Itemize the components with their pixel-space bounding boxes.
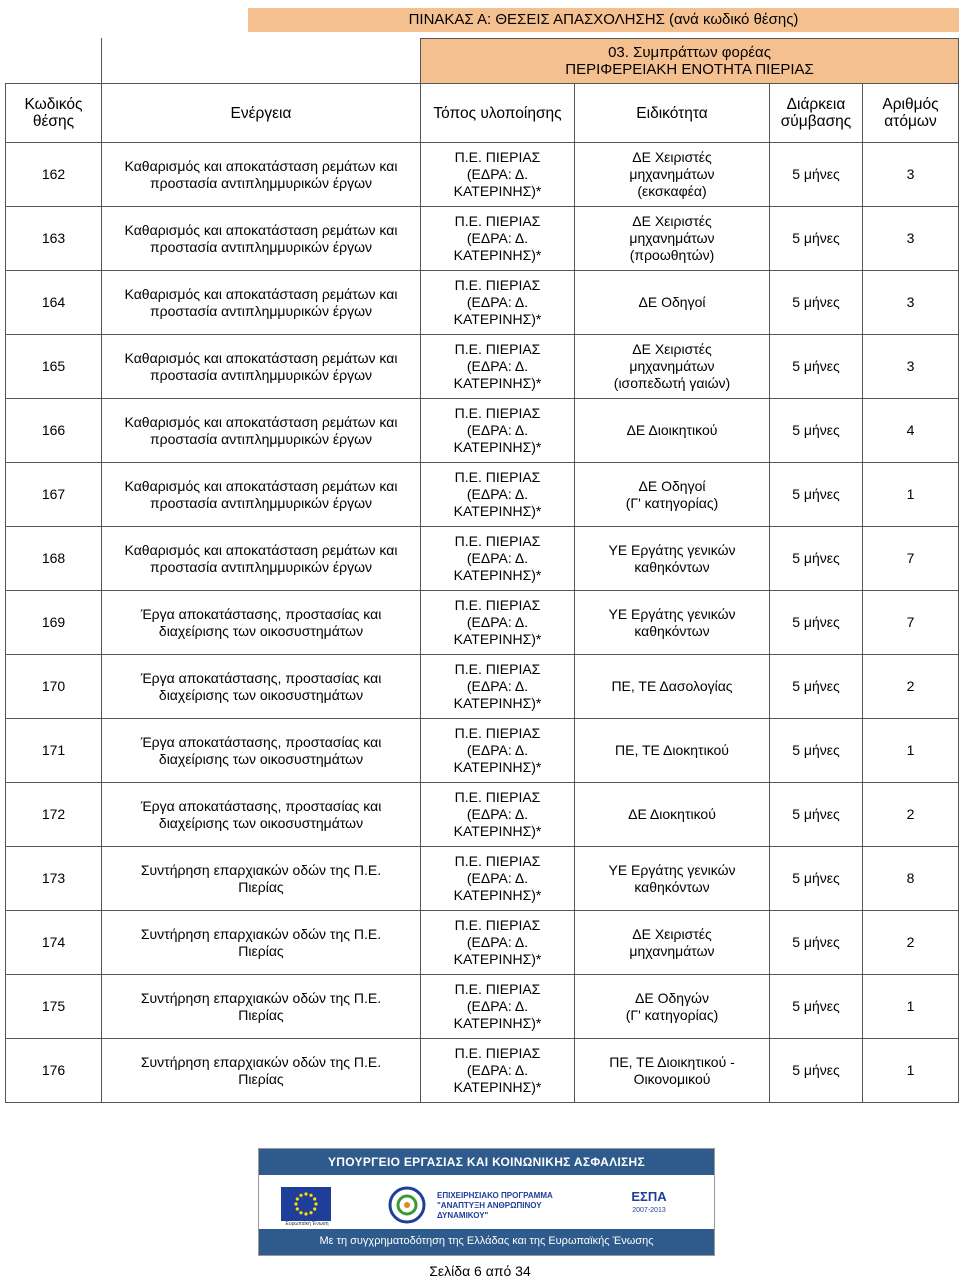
cofunding-text: Με τη συγχρηματοδότηση της Ελλάδας και της Ευρωπαϊκής Ένωσης xyxy=(319,1235,654,1247)
row-action: Συντήρηση επαρχιακών οδών της Π.Ε. Πιερίας xyxy=(102,1039,421,1103)
row-location: Π.Ε. ΠΙΕΡΙΑΣ (ΕΔΡΑ: Δ. ΚΑΤΕΡΙΝΗΣ)* xyxy=(421,719,575,783)
row-duration: 5 μήνες xyxy=(770,975,863,1039)
row-code: 167 xyxy=(6,463,102,527)
row-code: 169 xyxy=(6,591,102,655)
row-location: Π.Ε. ΠΙΕΡΙΑΣ (ΕΔΡΑ: Δ. ΚΑΤΕΡΙΝΗΣ)* xyxy=(421,1039,575,1103)
header-row xyxy=(6,84,959,143)
banner-top xyxy=(259,1149,714,1175)
row-code: 164 xyxy=(6,271,102,335)
eu-stars-icon xyxy=(281,1187,331,1221)
row-location: Π.Ε. ΠΙΕΡΙΑΣ (ΕΔΡΑ: Δ. ΚΑΤΕΡΙΝΗΣ)* xyxy=(421,463,575,527)
row-location: Π.Ε. ΠΙΕΡΙΑΣ (ΕΔΡΑ: Δ. ΚΑΤΕΡΙΝΗΣ)* xyxy=(421,207,575,271)
row-count: 1 xyxy=(863,1039,959,1103)
row-action: Καθαρισμός και αποκατάσταση ρεμάτων και προστασία αντιπλημμυρικών έργων xyxy=(102,335,421,399)
row-code: 165 xyxy=(6,335,102,399)
row-action: Έργα αποκατάστασης, προστασίας και διαχείρισης των οικοσυστημάτων xyxy=(102,719,421,783)
row-location: Π.Ε. ΠΙΕΡΙΑΣ (ΕΔΡΑ: Δ. ΚΑΤΕΡΙΝΗΣ)* xyxy=(421,911,575,975)
row-duration: 5 μήνες xyxy=(770,783,863,847)
row-code: 166 xyxy=(6,399,102,463)
row-location: Π.Ε. ΠΙΕΡΙΑΣ (ΕΔΡΑ: Δ. ΚΑΤΕΡΙΝΗΣ)* xyxy=(421,527,575,591)
row-specialty: ΔΕ Οδηγοί xyxy=(575,271,770,335)
row-count: 1 xyxy=(863,463,959,527)
header-duration: Διάρκεια σύμβασης xyxy=(770,84,863,143)
row-duration: 5 μήνες xyxy=(770,399,863,463)
row-duration: 5 μήνες xyxy=(770,463,863,527)
row-count: 1 xyxy=(863,719,959,783)
table-row xyxy=(6,143,959,207)
banner-bottom xyxy=(259,1229,714,1255)
row-duration: 5 μήνες xyxy=(770,527,863,591)
row-location: Π.Ε. ΠΙΕΡΙΑΣ (ΕΔΡΑ: Δ. ΚΑΤΕΡΙΝΗΣ)* xyxy=(421,783,575,847)
eu-label: Ευρωπαϊκή Ένωση xyxy=(285,1221,329,1227)
row-action: Καθαρισμός και αποκατάσταση ρεμάτων και προστασία αντιπλημμυρικών έργων xyxy=(102,207,421,271)
rows-body xyxy=(6,143,959,1103)
page-number: Σελίδα 6 από 34 xyxy=(429,1263,531,1279)
table-row xyxy=(6,591,959,655)
row-specialty: ΠΕ, ΤΕ Διοκητικού xyxy=(575,719,770,783)
row-code: 170 xyxy=(6,655,102,719)
table-row xyxy=(6,207,959,271)
table-row xyxy=(6,655,959,719)
organization-row xyxy=(6,39,959,84)
table-row xyxy=(6,719,959,783)
row-action: Συντήρηση επαρχιακών οδών της Π.Ε. Πιερίας xyxy=(102,847,421,911)
row-count: 2 xyxy=(863,783,959,847)
row-specialty: ΥΕ Εργάτης γενικών καθηκόντων xyxy=(575,527,770,591)
row-duration: 5 μήνες xyxy=(770,1039,863,1103)
row-specialty: ΔΕ Χειριστές μηχανημάτων (εκσκαφέα) xyxy=(575,143,770,207)
row-duration: 5 μήνες xyxy=(770,655,863,719)
organization-cell xyxy=(421,39,959,84)
row-location: Π.Ε. ΠΙΕΡΙΑΣ (ΕΔΡΑ: Δ. ΚΑΤΕΡΙΝΗΣ)* xyxy=(421,655,575,719)
row-code: 172 xyxy=(6,783,102,847)
espa-logo: ΕΣΠΑ xyxy=(631,1189,667,1204)
row-specialty: ΔΕ Οδηγοί (Γ' κατηγορίας) xyxy=(575,463,770,527)
row-specialty: ΥΕ Εργάτης γενικών καθηκόντων xyxy=(575,591,770,655)
row-specialty: ΔΕ Οδηγών (Γ' κατηγορίας) xyxy=(575,975,770,1039)
table-row xyxy=(6,783,959,847)
row-location: Π.Ε. ΠΙΕΡΙΑΣ (ΕΔΡΑ: Δ. ΚΑΤΕΡΙΝΗΣ)* xyxy=(421,975,575,1039)
row-count: 2 xyxy=(863,911,959,975)
table-row xyxy=(6,335,959,399)
row-count: 7 xyxy=(863,527,959,591)
row-action: Έργα αποκατάστασης, προστασίας και διαχείρισης των οικοσυστημάτων xyxy=(102,591,421,655)
row-count: 1 xyxy=(863,975,959,1039)
row-action: Συντήρηση επαρχιακών οδών της Π.Ε. Πιερίας xyxy=(102,975,421,1039)
row-code: 162 xyxy=(6,143,102,207)
row-code: 168 xyxy=(6,527,102,591)
row-count: 8 xyxy=(863,847,959,911)
row-code: 173 xyxy=(6,847,102,911)
row-code: 176 xyxy=(6,1039,102,1103)
header-count: Αριθμός ατόμων xyxy=(863,84,959,143)
row-location: Π.Ε. ΠΙΕΡΙΑΣ (ΕΔΡΑ: Δ. ΚΑΤΕΡΙΝΗΣ)* xyxy=(421,335,575,399)
row-specialty: ΠΕ, ΤΕ Διοικητικού - Οικονομικού xyxy=(575,1039,770,1103)
organization-line1: 03. Συμπράττων φορέας xyxy=(608,44,771,61)
row-duration: 5 μήνες xyxy=(770,335,863,399)
header-code: Κωδικός θέσης xyxy=(6,84,102,143)
title-bar xyxy=(248,8,959,32)
footer-banner xyxy=(258,1148,715,1256)
table-row xyxy=(6,399,959,463)
table-row xyxy=(6,847,959,911)
header-action: Ενέργεια xyxy=(102,84,421,143)
row-duration: 5 μήνες xyxy=(770,847,863,911)
row-location: Π.Ε. ΠΙΕΡΙΑΣ (ΕΔΡΑ: Δ. ΚΑΤΕΡΙΝΗΣ)* xyxy=(421,847,575,911)
row-specialty: ΔΕ Χειριστές μηχανημάτων (προωθητών) xyxy=(575,207,770,271)
row-action: Καθαρισμός και αποκατάσταση ρεμάτων και προστασία αντιπλημμυρικών έργων xyxy=(102,143,421,207)
row-code: 175 xyxy=(6,975,102,1039)
organization-line2: ΠΕΡΙΦΕΡΕΙΑΚΗ ΕΝΟΤΗΤΑ ΠΙΕΡΙΑΣ xyxy=(565,61,814,78)
positions-table xyxy=(5,38,959,1103)
row-count: 2 xyxy=(863,655,959,719)
header-specialty: Ειδικότητα xyxy=(575,84,770,143)
espa-years: 2007-2013 xyxy=(632,1207,666,1214)
page-title: ΠΙΝΑΚΑΣ Α: ΘΕΣΕΙΣ ΑΠΑΣΧΟΛΗΣΗΣ (ανά κωδικό θέσης) xyxy=(408,11,799,28)
row-code: 163 xyxy=(6,207,102,271)
row-location: Π.Ε. ΠΙΕΡΙΑΣ (ΕΔΡΑ: Δ. ΚΑΤΕΡΙΝΗΣ)* xyxy=(421,591,575,655)
row-count: 4 xyxy=(863,399,959,463)
row-code: 174 xyxy=(6,911,102,975)
table-row xyxy=(6,527,959,591)
row-count: 7 xyxy=(863,591,959,655)
row-action: Έργα αποκατάστασης, προστασίας και διαχείρισης των οικοσυστημάτων xyxy=(102,655,421,719)
row-duration: 5 μήνες xyxy=(770,911,863,975)
row-specialty: ΔΕ Διοκητικού xyxy=(575,783,770,847)
row-specialty: ΔΕ Διοικητικού xyxy=(575,399,770,463)
row-count: 3 xyxy=(863,271,959,335)
row-location: Π.Ε. ΠΙΕΡΙΑΣ (ΕΔΡΑ: Δ. ΚΑΤΕΡΙΝΗΣ)* xyxy=(421,271,575,335)
row-duration: 5 μήνες xyxy=(770,207,863,271)
row-action: Καθαρισμός και αποκατάσταση ρεμάτων και προστασία αντιπλημμυρικών έργων xyxy=(102,527,421,591)
row-code: 171 xyxy=(6,719,102,783)
ministry-text: ΥΠΟΥΡΓΕΙΟ ΕΡΓΑΣΙΑΣ ΚΑΙ ΚΟΙΝΩΝΙΚΗΣ ΑΣΦΑΛΙΣΗΣ xyxy=(327,1155,646,1169)
row-count: 3 xyxy=(863,143,959,207)
programme-text: ΕΠΙΧΕΙΡΗΣΙΑΚΟ ΠΡΟΓΡΑΜΜΑ "ΑΝΑΠΤΥΞΗ ΑΝΘΡΩΠΙΝΟΥ ΔΥΝΑΜΙΚΟΥ" xyxy=(437,1191,553,1220)
row-specialty: ΔΕ Χειριστές μηχανημάτων (ισοπεδωτή γαιών) xyxy=(575,335,770,399)
row-location: Π.Ε. ΠΙΕΡΙΑΣ (ΕΔΡΑ: Δ. ΚΑΤΕΡΙΝΗΣ)* xyxy=(421,143,575,207)
row-count: 3 xyxy=(863,207,959,271)
row-action: Καθαρισμός και αποκατάσταση ρεμάτων και προστασία αντιπλημμυρικών έργων xyxy=(102,399,421,463)
row-location: Π.Ε. ΠΙΕΡΙΑΣ (ΕΔΡΑ: Δ. ΚΑΤΕΡΙΝΗΣ)* xyxy=(421,399,575,463)
eu-flag-icon xyxy=(281,1187,331,1221)
row-specialty: ΔΕ Χειριστές μηχανημάτων xyxy=(575,911,770,975)
row-count: 3 xyxy=(863,335,959,399)
table-row xyxy=(6,911,959,975)
row-duration: 5 μήνες xyxy=(770,271,863,335)
row-specialty: ΠΕ, ΤΕ Δασολογίας xyxy=(575,655,770,719)
row-duration: 5 μήνες xyxy=(770,591,863,655)
table-row xyxy=(6,975,959,1039)
row-duration: 5 μήνες xyxy=(770,719,863,783)
header-location: Τόπος υλοποίησης xyxy=(421,84,575,143)
row-action: Καθαρισμός και αποκατάσταση ρεμάτων και προστασία αντιπλημμυρικών έργων xyxy=(102,271,421,335)
table-row xyxy=(6,271,959,335)
table-row xyxy=(6,463,959,527)
table-row xyxy=(6,1039,959,1103)
row-action: Καθαρισμός και αποκατάσταση ρεμάτων και προστασία αντιπλημμυρικών έργων xyxy=(102,463,421,527)
row-duration: 5 μήνες xyxy=(770,143,863,207)
row-specialty: ΥΕ Εργάτης γενικών καθηκόντων xyxy=(575,847,770,911)
row-action: Έργα αποκατάστασης, προστασίας και διαχείρισης των οικοσυστημάτων xyxy=(102,783,421,847)
row-action: Συντήρηση επαρχιακών οδών της Π.Ε. Πιερίας xyxy=(102,911,421,975)
programme-logo-icon xyxy=(387,1185,427,1225)
